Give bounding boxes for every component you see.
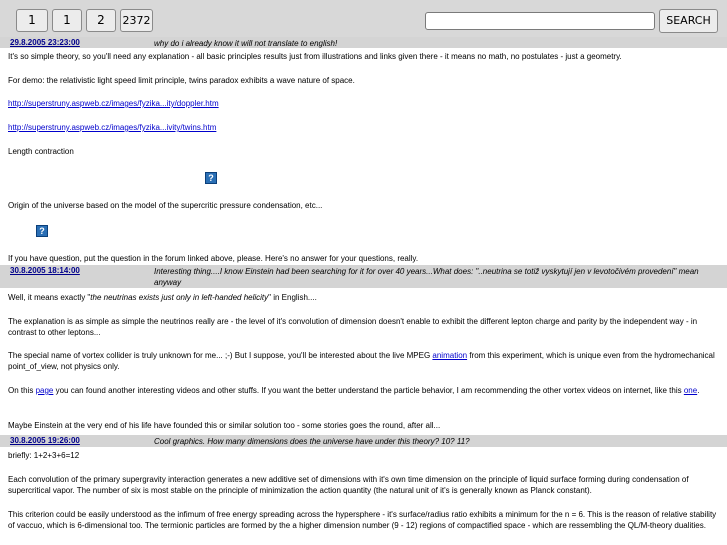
post-paragraph: It's so simple theory, so you'll need any explanation - all basic principles results just from illustrations and links given there - it means no math, no postulates - just a geometry. [8,52,622,61]
twins-link[interactable]: http://superstruny.aspweb.cz/images/fyzika...ivity/twins.htm [8,123,217,132]
doppler-link[interactable]: http://superstruny.aspweb.cz/images/fyzika...ity/doppler.htm [8,99,219,108]
post-date-link[interactable]: 30.8.2005 18:14:00 [10,266,80,275]
page-button-last[interactable]: 2372 [120,9,153,32]
text-span: . [697,386,700,395]
post-paragraph: If you have question, put the question in the forum linked above, please. Here's no answer for your questions, really. [8,254,419,263]
post-paragraph: Maybe Einstein at the very end of his life have founded this or similar solution too - some stories goes the round, after all... [8,421,441,430]
page-button-next[interactable]: 2 [86,9,116,32]
post-subject: why do i already know it will not translate to english! [154,39,338,48]
search-input[interactable] [425,12,655,30]
quote-text: the neutrinas exists just only in left-handed helicity [90,293,269,302]
post-paragraph [8,385,720,396]
post-date-link[interactable]: 29.8.2005 23:23:00 [10,38,80,47]
question-image-icon[interactable]: ? [36,225,48,237]
one-link[interactable]: one [683,386,698,395]
post-paragraph: For demo: the relativistic light speed limit principle, twins paradox exhibits a wave nature of space. [8,76,355,85]
post-paragraph [8,292,720,303]
post-subject: Interesting thing....I know Einstein had been searching for it for over 40 years...What does: "..neutrina se totiž vyskytují jen v levotočivém provedení" mean anyway [154,267,699,287]
search-button[interactable]: SEARCH [659,9,718,33]
post-paragraph: This criterion could be easily understood as the infimum of free energy spreading across the hypersphere - it's surface/radius ratio exhibits a minimum for the n = 6. This is the reason of relative stability of vaccuo, which is 6-dimensional too. The termionic particles are formed by the a higher dimension number (9 - 12) regions of compactified space - which are ressembling the QL/M-theory dualities. [8,510,717,530]
post-header [0,265,727,288]
text-span: from this experiment, which is unique even from the hydromechanical point_of_view, not physics only. [8,351,715,371]
question-image-icon[interactable]: ? [205,172,217,184]
animation-link[interactable]: animation [432,351,468,360]
post-header [0,37,727,48]
text-span: you can found another interesting videos and other stuffs. If you want the better understand the particle behavior, I am recommending the other vortex videos on internet, like this [53,386,684,395]
post-paragraph: Each convolution of the primary supergravity interaction generates a new additive set of dimensions with it's own time dimension on the principle of liquid surface forming during condensation of supercritical vapor. The number of six is most stable on the principle of minimization the action quantity (the natural unit of it's is generally known as Planck constant). [8,475,689,495]
text-span: The special name of vortex collider is truly unknown for me... ;-) But I suppose, you'll be interested about the live MPEG [8,351,433,360]
text-span: Well, it means exactly " [8,293,91,302]
page-link[interactable]: page [35,386,54,395]
post-paragraph: The explanation is as simple as simple the neutrinos really are - the level of it's convolution of dimension doesn't enable to exhibit the different lepton charge and parity by the independent way - in contrast to other leptons... [8,317,698,337]
post-date-link[interactable]: 30.8.2005 19:26:00 [10,436,80,445]
post-paragraph: Length contraction [8,147,74,156]
post-paragraph: briefly: 1+2+3+6=12 [8,451,80,460]
post-header [0,435,727,447]
page-button-current[interactable]: 1 [52,9,82,32]
text-span: " in English.... [268,293,317,302]
post-link-doppler [8,98,720,109]
post-paragraph [8,350,720,372]
page-button-first[interactable]: 1 [16,9,48,32]
text-span: On this [8,386,36,395]
post-link-twins [8,122,720,133]
post-paragraph: Origin of the universe based on the model of the supercritic pressure condensation, etc... [8,201,323,210]
pagination-bar [0,0,727,37]
post-subject: Cool graphics. How many dimensions does the universe have under this theory? 10? 11? [154,437,470,446]
